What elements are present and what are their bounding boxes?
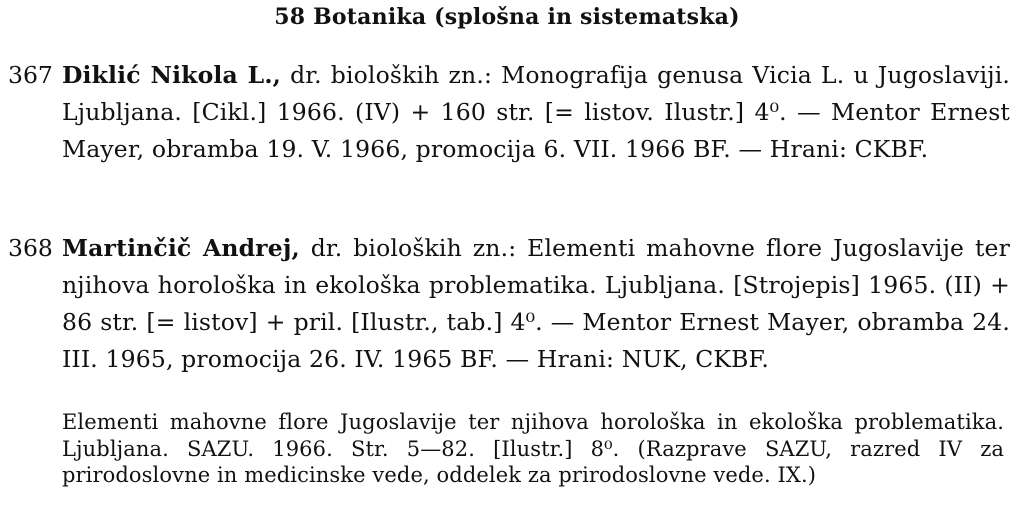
entry-author: Martinčič Andrej, xyxy=(62,234,300,262)
entry-text: dr. bioloških zn.: Monografija genusa Vicia L. u Jugoslaviji. Ljubljana. [Cikl.] 1966. (IV) + 160 str. [= listov. Ilustr.] 4⁰. — Mentor Ernest Mayer, obramba 19. V. 1966, promocija 6. VII. 1966 BF. — Hrani: CKBF. xyxy=(62,61,1011,163)
entry-author: Diklić Nikola L., xyxy=(62,61,281,89)
entry-number: 367 xyxy=(8,61,53,89)
entry-text: dr. bioloških zn.: Elementi mahovne flore Jugoslavije ter njihova horološka in ekološka problematika. Ljubljana. [Strojepis] 1965. (II) + 86 str. [= listov] + pril. [Ilustr., tab.] 4⁰. — Mentor Ernest Mayer, obramba 24. III. 1965, promocija 26. IV. 1965 BF. — Hrani: NUK, CKBF. xyxy=(62,234,1010,373)
section-heading: 58 Botanika (splošna in sistematska) xyxy=(274,4,740,30)
entry-number: 368 xyxy=(8,234,53,262)
entry-publication-note: Elementi mahovne flore Jugoslavije ter njihova horološka in ekološka problematika. Ljubljana. SAZU. 1966. Str. 5—82. [Ilustr.] 8⁰. (Razprave SAZU, razred IV za prirodoslovne in medicinske vede, oddelek za prirodoslovne vede. IX.) xyxy=(62,410,1004,487)
bibliography-entry xyxy=(0,230,1010,378)
entry-body xyxy=(62,230,1010,378)
entry-body xyxy=(62,57,1010,168)
bibliography-entry xyxy=(0,57,1010,168)
